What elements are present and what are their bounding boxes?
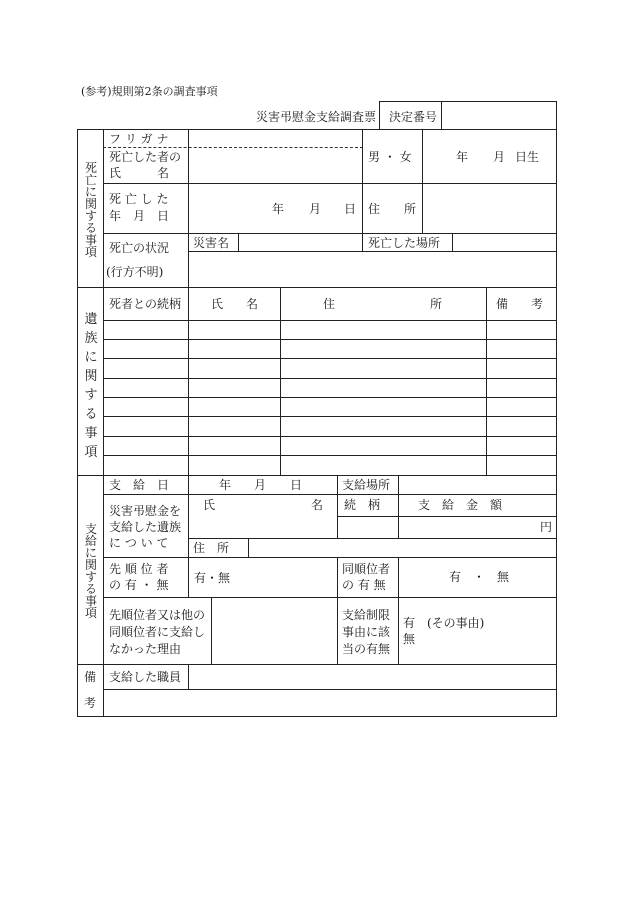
side-label-char: 関 [84,558,97,572]
bereaved-label-3: に つ い て [109,536,169,550]
side-label-char: 関 [84,197,97,211]
col-address-header-2: 所 [430,297,443,311]
restriction-yes: 有 (その事由) [403,616,485,630]
caption: (参考)規則第2条の調査事項 [81,85,218,98]
death-date-label-1: 死 亡 し た [109,192,169,206]
payment-reason-label-line [211,597,212,664]
family-row-line-2 [103,358,557,359]
death-row1-bottom [103,183,557,184]
restriction-label-2: 事由に該 [342,625,391,639]
side-label-char: 項 [84,606,97,620]
side-label-char: 支 [84,522,97,536]
form-title: 災害弔慰金支給調査票 [256,110,377,124]
family-col-line-3 [486,287,487,475]
reason-label-2: 同順位者に支給し [109,625,206,639]
bereaved-label-2: 支給した遺族 [109,520,182,534]
reason-label-3: なかった理由 [109,642,182,656]
family-row-line-4 [103,397,557,398]
side-label-char: る [84,407,98,422]
same-rank-value: 有 ・ 無 [449,570,510,584]
table-right-border [556,129,557,717]
same-rank-label-2: の 有 無 [342,578,386,592]
payment-mid-line-bottom [337,557,338,664]
death-day: 日 [344,202,357,216]
death-month: 月 [309,202,322,216]
payment-address-label-line [248,538,249,557]
family-row-line-5 [103,416,557,417]
priority-label-2: の 有 ・ 無 [109,578,169,592]
decision-number-label: 決定番号 [389,110,438,124]
family-header-bottom [103,320,557,321]
payment-place-label: 支給場所 [342,478,391,492]
side-label-char: 事 [84,426,98,441]
table-top-border [77,129,557,130]
header-top-line [379,101,557,102]
birth-month: 月 [493,150,506,164]
bereaved-name-1: 氏 [203,498,216,512]
bereaved-address-label: 住 所 [193,541,230,555]
side-label-char: 族 [84,331,98,346]
restriction-label-3: 当の有無 [342,642,391,656]
payment-mid-line-top [337,475,338,538]
side-label-column-line [103,129,104,717]
death-date-label-2: 年 月 日 [109,209,170,223]
staff-label: 支給した職員 [109,670,182,684]
payment-row2-bottom [188,538,557,539]
death-row3-bottom [188,251,557,252]
side-label-char: る [84,221,97,235]
payment-row4-bottom [103,597,557,598]
family-col-line-1 [188,287,189,475]
side-label-char: す [84,388,98,403]
birth-year: 年 [456,150,469,164]
col-remarks-header-1: 備 [496,297,509,311]
death-section-side-label [82,162,100,258]
col-name-header-2: 名 [246,297,259,311]
birth-day: 日生 [515,150,540,164]
remarks-label-line [188,664,189,689]
side-label-char: 関 [84,369,98,384]
side-label-char: に [84,185,97,199]
death-mid-column-line [362,129,363,251]
side-label-char: す [84,570,97,584]
restriction-label-1: 支給制限 [342,608,391,622]
col-address-header-1: 住 [323,297,336,311]
remarks-side-label-1: 備 [84,670,97,684]
family-row-line-1 [103,339,557,340]
col-name-header-1: 氏 [211,297,224,311]
side-label-char: 給 [84,534,97,548]
side-label-char: 死 [84,161,97,175]
side-label-char: る [84,582,97,596]
payment-label-column-line [188,475,189,597]
side-label-char: 項 [84,445,98,460]
death-year: 年 [272,202,285,216]
payment-day: 日 [290,478,303,492]
family-row-line-7 [103,455,557,456]
death-right-column-line [422,129,423,233]
furigana-label: フ リ ガ ナ [109,132,169,146]
payment-amount-header-bottom [337,516,557,517]
side-label-char: に [84,546,97,560]
col-relation-header: 死者との続柄 [109,297,182,311]
payment-right-line-bottom [398,557,399,664]
header-divider-line [441,101,442,130]
yen-unit: 円 [540,520,553,534]
payment-year: 年 [219,478,232,492]
side-label-char: に [84,350,98,365]
header-left-line [379,101,380,130]
remarks-section-top-line [77,664,557,665]
death-place-label: 死亡した場所 [368,236,441,250]
table-bottom-border [77,716,557,717]
payment-section-side-label [82,523,100,619]
deceased-name-label-1: 死亡した者の [109,150,182,164]
reason-label-1: 先順位者又は他の [109,608,206,622]
place-label-line [452,233,453,251]
payment-right-line-top [398,475,399,538]
remarks-row-line [103,689,557,690]
death-address-label: 住 所 [368,202,417,216]
missing-label: (行方不明) [106,265,164,279]
family-section-side-label [82,313,100,459]
side-label-char: す [84,209,97,223]
deceased-name-label-2: 氏 名 [109,166,170,180]
death-status-label: 死亡の状況 [109,241,170,255]
remarks-side-label-2: 考 [84,696,97,710]
side-label-char: 項 [84,245,97,259]
death-row2-bottom [103,233,557,234]
priority-label-1: 先 順 位 者 [109,562,169,576]
side-label-char: 事 [84,594,97,608]
payment-month: 月 [254,478,267,492]
side-label-char: 遺 [84,312,98,327]
restriction-no: 無 [403,632,416,646]
table-left-border [77,129,78,717]
disaster-name-label: 災害名 [193,236,230,250]
payment-amount-label: 支 給 金 額 [418,498,503,512]
header-right-line [556,101,557,130]
side-label-char: 事 [84,233,97,247]
death-label-column-line [188,129,189,287]
family-col-line-2 [280,287,281,475]
payment-row1-bottom [103,494,557,495]
bereaved-relation-label: 続 柄 [344,498,381,512]
family-section-top-line [77,287,557,288]
payment-date-label: 支 給 日 [109,478,170,492]
furigana-dashed-line [103,147,363,148]
sex-choice: 男 ・ 女 [368,150,412,164]
disaster-label-line [238,233,239,251]
col-remarks-header-2: 考 [531,297,544,311]
same-rank-label-1: 同順位者 [342,562,391,576]
side-label-char: 亡 [84,173,97,187]
bereaved-name-2: 名 [311,498,324,512]
priority-value: 有・無 [194,571,231,585]
family-row-line-6 [103,436,557,437]
family-row-line-3 [103,378,557,379]
payment-section-top-line [77,475,557,476]
payment-row3-bottom [103,557,557,558]
bereaved-label-1: 災害弔慰金を [109,504,182,518]
